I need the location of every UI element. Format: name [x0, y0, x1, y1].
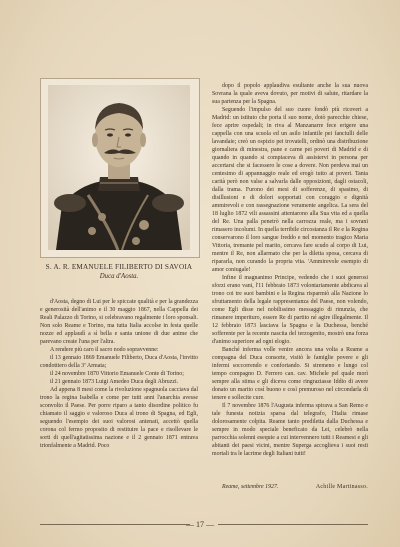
paragraph: Seguendo l'impulso del suo cuore fondò più ricoveri a Madrid: un istituto che porta il suo nome, dotò parecchie chiese, fece aprire ospedali; in riva al Manzanarre fece erigere una cappella con una scuola ed un asilo infantile pei fanciulli delle lavandaie; creò un ospizio pei trovatelli, ordinò una distribuzione giornaliera di minestra, pane e carne pei poveri di Madrid e di quando in quando si compiaceva di assistervi in persona per accertarsi che si facessero le cose a dovere. Non perdeva mai un centesimo di appannaggio reale ed erogò tutto ai poveri. Tanta carità però non valse a salvarla dalle opposizioni, dagli ostacoli, dalla trama. Furono dei mesi di sofferenze, di spasimo, di disillusioni e di dolori sopportati con coraggio e dignità ammirevoli e con rassegnazione veramente angelica. La sera del 18 luglio 1872 vili assassini attentarono alla Sua vita ed a quella del Re. Una palla penetrò nella carrozza reale, ma i sovrani rimasero incolumi. In quella terribile circostanza il Re e la Regina conservarono il loro sangue freddo e nel momento tragico Maria Vittoria, tremante pel marito, cercava fare scudo al corpo di Lui, mentre il Re, non allarmato che per la diletta sposa, cercava di ripararla, non curando la propria vita. 'Ammirevole esempio di amor coniugale! — [212, 107, 368, 273]
list-item: il 13 gennaio 1869 Emanuele Filiberto, Duca d'Aosta, l'invitto condottiero della 3ª Armata; — [40, 355, 198, 369]
author-name: Achille Martinasso. — [315, 484, 368, 490]
paragraph: Il 7 novembre 1876 l'Augusta inferma spirava a San Remo e tale funesta notizia sparsa dal telegrafo, l'Italia rimase dolorosamente colpita. Reame tanto prediletta dalla Duchessa e sempre in modo speciale beneficato da Lei, celebrò nella parrocchia solenni esequie a cui intervennero tutti i Reamesi e gli abitanti dei paesi vicini, mentre Superga accoglieva i suoi resti mortali tra le lacrime degli Italiani tutti! — [212, 403, 368, 457]
right-text-column — [212, 82, 368, 458]
paragraph: A rendere più caro il sacro nodo sopravvenne: — [50, 347, 159, 353]
paragraph: Banché inferma volle venire ancora una volta a Reame a compagna del Duca consorte, visitò le famiglie povere e gli infermi soccorrendo e confortando. Si stremeno e lungo col tempo compagno D. Ferrero can. cav. Michele pel quale morì sempre alla stima e gli diceva come ringraziasse Iddio di avere donato un marito così buono e così premuroso nel circondarla di tenere e sollecite cure. — [212, 347, 368, 401]
caption-title: S. A. R. EMANUELE FILIBERTO DI SAVOIA — [45, 263, 193, 271]
left-text-column — [40, 298, 198, 450]
paragraph: d'Aosta, degno di Lui per le spiccate qualità e per la grandezza e generosità dell'animo e il 30 maggio 1867, nella Cappella dei Reali Palazzo di Torino, si celebravano regalmente i loro sponsali. Non solo Reame e Torino, ma tutta Italia accolse in festa quelle nozze ed applaudì a sì bella e santa unione di due anime che parevano create l'una per l'altra. — [40, 299, 198, 345]
portrait-photo — [48, 85, 190, 250]
paragraph: Ad appena 8 mesi come la rivoluzione spagnuola cacciava dal trono la regina Isabella e come per tutti anni l'anarchia avesse sconvolto il Paese. Per porre riparo a tanto disordine politico fu chiamato il saggio e valoroso Duca al trono di Spagna, ed Egli, seguendo l'esempio dei suoi valorosi antenati, accettò quella corona col fermo proposito di restituire la pace e risollevare le sorti di quell'agitatissima nazione e il 2 gennaio 1871 entrava trionfalmente a Madrid. Poco — [40, 387, 198, 449]
caption-subtitle: Duca d'Aosta. — [99, 273, 139, 280]
page-number: — 17 — — [186, 520, 214, 529]
portrait-plate — [40, 78, 200, 258]
portrait-caption — [40, 257, 198, 280]
list-item: il 24 novembre 1870 Vittorio Emanuele Conte di Torino; — [50, 371, 184, 377]
paragraph: dopo il popolo applaudiva esultante anche la sua nuova Sovrana la quale aveva dovuto, per motivi di salute, ritardare la sua partenza per la Spagna. — [212, 83, 368, 105]
paragraph: Infine il magnanimo Principe, vedendo che i suoi generosi sforzi erano vani, l'11 febbraio 1873 volontariamente abdicava al trono coi tre suoi bambini e la Regina risparmiò alla Nazione lo sfruttamento della legale rappresentanza del Paese, non volendo, come Egli disse nel nobilissimo messaggio di rinunzia, che rimanere imperituro, essere Re di partito né agire illegalmente. Il 12 febbraio 1873 lasciava la Spagna e la Duchessa, benché sofferente per la recente nascita del terzogenito, mostrò una forza d'animo superiore ad ogni elogio. — [212, 275, 368, 345]
list-item: il 21 gennaio 1873 Luigi Amedeo Duca degli Abruzzi. — [50, 379, 179, 385]
place-date: Reame, settembre 1927. — [222, 484, 279, 490]
